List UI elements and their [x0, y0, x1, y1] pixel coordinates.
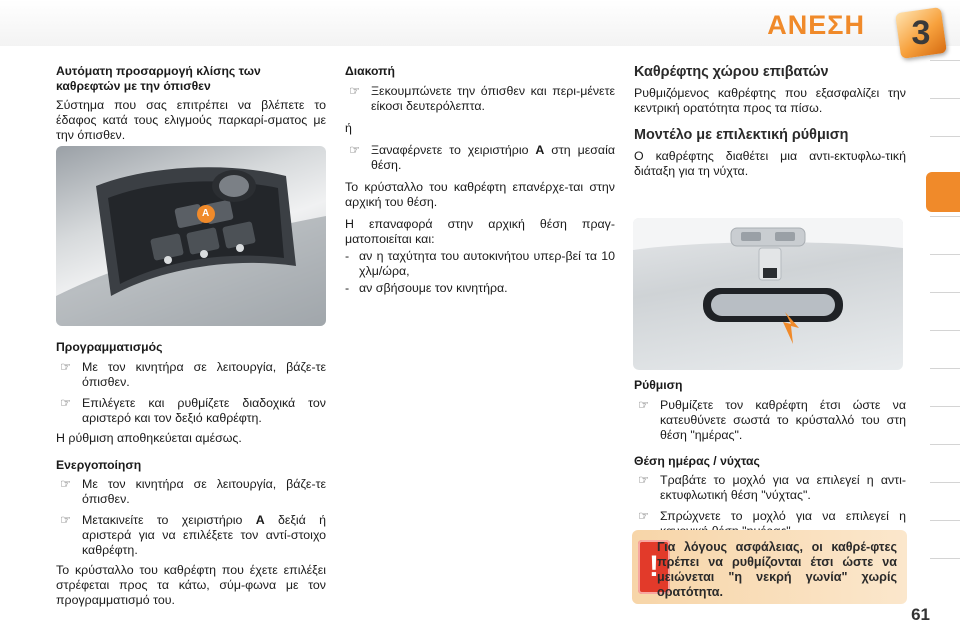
pointing-hand-icon: ☞: [349, 83, 361, 98]
interior-mirror-photo: [633, 218, 903, 370]
section-heading-interior-mirror: Καθρέφτης χώρου επιβατών: [634, 64, 829, 80]
chapter-tab[interactable]: [930, 368, 960, 407]
list-item: ☞ Με τον κινητήρα σε λειτουργία, βάζε-τε όπισθεν.: [56, 477, 326, 507]
section-heading-stop: Διακοπή: [345, 64, 395, 78]
note-paragraph: Η ρύθμιση αποθηκεύεται αμέσως.: [56, 430, 242, 445]
pointing-hand-icon: ☞: [349, 142, 361, 157]
pointing-hand-icon: ☞: [60, 395, 72, 410]
chapter-tab[interactable]: [930, 98, 960, 137]
list-item: - αν σβήσουμε τον κινητήρα.: [345, 280, 508, 295]
chapter-tab[interactable]: [930, 520, 960, 559]
list-item: ☞ Με τον κινητήρα σε λειτουργία, βάζε-τε όπισθεν.: [56, 360, 326, 390]
pointing-hand-icon: ☞: [60, 477, 72, 491]
adjustment-section: [634, 378, 906, 539]
column-middle: [345, 64, 615, 296]
chapter-tab[interactable]: [930, 216, 960, 255]
pointing-hand-icon: ☞: [60, 359, 72, 374]
section-heading-adjust: Ρύθμιση: [634, 378, 683, 392]
column-right: [634, 64, 906, 179]
door-panel-illustration: [56, 146, 326, 326]
list-item: ☞ Ρυθμίζετε τον καθρέφτη έτσι ώστε να κατευθύνετε σωστά το κρύσταλλό του στη θέση "ημέρας".: [634, 398, 906, 443]
control-a-label: A: [202, 208, 210, 219]
or-text: ή: [345, 120, 352, 135]
paragraph: Η επαναφορά στην αρχική θέση πραγ-ματοποιείται και:: [345, 216, 615, 246]
page-number: 61: [911, 605, 930, 624]
intro-paragraph: Ρυθμιζόμενος καθρέφτης που εξασφαλίζει την κεντρική ορατότητα προς τα πίσω.: [634, 86, 906, 115]
list-item: ☞ Ξεκουμπώνετε την όπισθεν και περι-μένετε είκοσι δευτερόλεπτα.: [345, 84, 615, 114]
pointing-hand-icon: ☞: [638, 397, 650, 412]
pointing-hand-icon: ☞: [638, 473, 650, 487]
warning-icon: !: [638, 540, 670, 594]
chapter-tab-active[interactable]: [926, 172, 960, 212]
list-item: ☞ Σπρώχνετε το μοχλό για να επιλεγεί η: [634, 509, 906, 539]
column-left: [56, 64, 326, 143]
chapter-tab[interactable]: [930, 292, 960, 331]
chapter-tab[interactable]: [930, 254, 960, 293]
list-item: ☞ Τραβάτε το μοχλό για να επιλεγεί η αντι-εκτυφλωτική θέση "νύχτας".: [634, 473, 906, 503]
section-heading-programming: Προγραμματισμός: [56, 340, 163, 354]
section-heading-activation: Ενεργοποίηση: [56, 457, 142, 472]
chapter-tab[interactable]: [930, 558, 960, 597]
section-heading-model: Μοντέλο με επιλεκτική ρύθμιση: [634, 127, 849, 143]
chapter-tab[interactable]: [930, 136, 960, 175]
programming-section: [56, 340, 326, 608]
paragraph: Ο καθρέφτης διαθέτει μια αντι-εκτυφλω-τική διάταξη για τη νύχτα.: [634, 149, 906, 178]
section-heading-day-night: Θέση ημέρας / νύχτας: [634, 453, 760, 468]
chapter-tab[interactable]: [930, 406, 960, 445]
chapter-number: 3: [911, 13, 931, 52]
interior-mirror-illustration: [633, 218, 903, 370]
chapter-tabs: [926, 60, 960, 630]
chapter-tab[interactable]: [930, 60, 960, 99]
chapter-tab[interactable]: [930, 482, 960, 521]
list-item: ☞ Μετακινείτε το χειριστήριο A δεξιά ή αριστερά για να επιλέξετε τον αντί-στοιχο καθρέφτη.: [56, 513, 326, 558]
note-paragraph: Το κρύσταλλο του καθρέφτη που έχετε επιλέξει στρέφεται προς τα κάτω, σύμ-φωνα με τον προγραμματισμό του.: [56, 563, 326, 607]
control-key: A: [535, 142, 545, 157]
control-key: A: [255, 513, 265, 527]
page-title: ΑΝΕΣΗ: [767, 10, 865, 40]
list-item: - αν η ταχύτητα του αυτοκινήτου υπερ-βεί τα 10 χλμ/ώρα,: [345, 248, 615, 278]
safety-warning-text: Για λόγους ασφάλειας, οι καθρέ-φτες πρέπει να ρυθμίζονται έτσι ώστε να μειώνεται "η νεκρή γωνία" χωρίς ορατότητα.: [657, 540, 897, 599]
pointing-hand-icon: ☞: [60, 513, 72, 527]
chapter-tab[interactable]: [930, 444, 960, 483]
list-item: ☞ Ξαναφέρνετε το χειριστήριο A στη μεσαία θέση.: [345, 143, 615, 173]
list-item: ☞ Επιλέγετε και ρυθμίζετε διαδοχικά τον αριστερό και τον δεξιό καθρέφτη.: [56, 396, 326, 426]
chapter-tab[interactable]: [930, 330, 960, 369]
pointing-hand-icon: ☞: [638, 509, 650, 523]
paragraph: Το κρύσταλλο του καθρέφτη επανέρχε-ται στην αρχική του θέση.: [345, 179, 615, 209]
intro-paragraph: Σύστημα που σας επιτρέπει να βλέπετε το έδαφος κατά τους ελιγμούς παρκαρί-σματος με την όπισθεν.: [56, 98, 326, 142]
section-heading-auto-tilt: Αυτόματη προσαρμογή κλίσης των καθρεφτών με την όπισθεν: [56, 64, 261, 93]
door-mirror-switch-photo: [56, 146, 326, 326]
